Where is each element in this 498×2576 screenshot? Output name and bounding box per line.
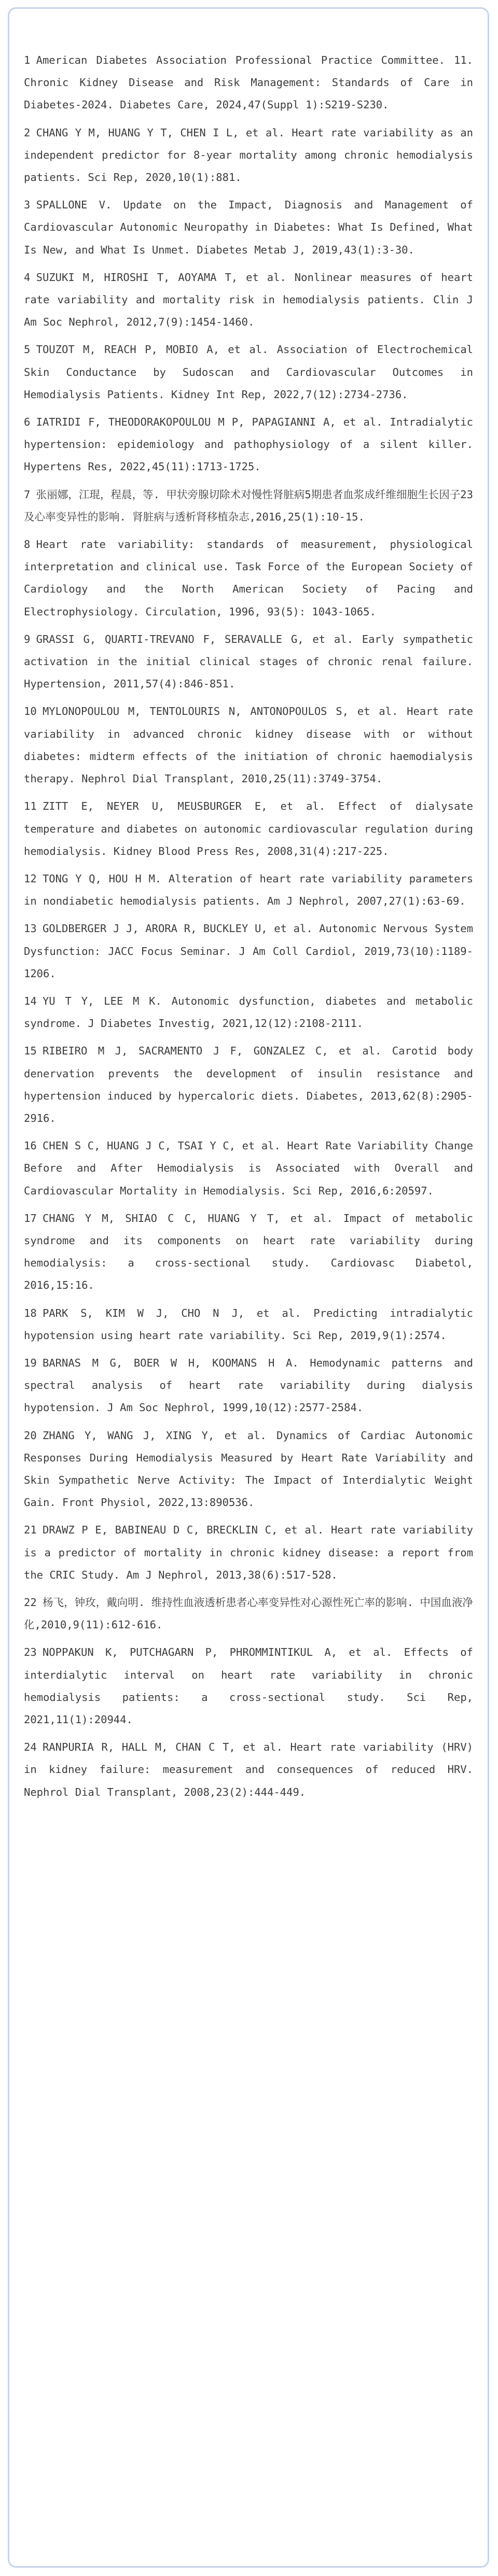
reference-item (24, 795, 473, 863)
reference-item (24, 1302, 473, 1347)
reference-number: 22 (24, 1596, 37, 1609)
reference-text: Heart rate variability: standards of measurement, physiological interpretation and clinical use. Task Force of the European Society of Cardiology and the North American Society of Pacing and Electrophysiology. Circulation, 1996, 93(5): 1043-1065. (24, 538, 473, 618)
reference-item (24, 868, 473, 912)
reference-item (24, 266, 473, 334)
reference-item (24, 533, 473, 623)
reference-number: 24 (24, 1741, 37, 1754)
reference-number: 18 (24, 1306, 37, 1319)
reference-number: 8 (24, 538, 31, 551)
reference-item (24, 484, 473, 528)
reference-text: TONG Y Q, HOU H M. Alteration of heart rate variability parameters in nondiabetic hemodialysis patients. Am J Nephrol, 2007,27(1):63-69. (24, 872, 473, 908)
reference-number: 3 (24, 199, 31, 212)
reference-number: 12 (24, 872, 37, 885)
reference-number: 9 (24, 632, 31, 645)
reference-text: YU T Y, LEE M K. Autonomic dysfunction, diabetes and metabolic syndrome. J Diabetes Investig, 2021,12(12):2108-2111. (24, 994, 473, 1030)
reference-number: 23 (24, 1646, 37, 1659)
reference-text: BARNAS M G, BOER W H, KOOMANS H A. Hemodynamic patterns and spectral analysis of heart rate variability during dialysis hypotension. J Am Soc Nephrol, 1999,10(12):2577-2584. (24, 1356, 473, 1414)
reference-text: SUZUKI M, HIROSHI T, AOYAMA T, et al. Nonlinear measures of heart rate variability and mortality risk in hemodialysis patients. Clin J Am Soc Nephrol, 2012,7(9):1454-1460. (24, 271, 473, 329)
reference-item (24, 628, 473, 696)
reference-text: RIBEIRO M J, SACRAMENTO J F, GONZALEZ C, et al. Carotid body denervation prevents the development of insulin resistance and hypertension induced by hypercaloric diets. Diabetes, 2013,62(8):2905-2916. (24, 1045, 473, 1124)
reference-text: TOUZOT M, REACH P, MOBIO A, et al. Association of Electrochemical Skin Conductance by Sudoscan and Cardiovascular Outcomes in Hemodialysis Patients. Kidney Int Rep, 2022,7(12):2734-2736. (24, 343, 473, 401)
reference-item (24, 1425, 473, 1514)
reference-number: 10 (24, 705, 37, 718)
reference-text: GRASSI G, QUARTI-TREVANO F, SERAVALLE G, et al. Early sympathetic activation in the initial clinical stages of chronic renal failure. Hypertension, 2011,57(4):846-851. (24, 632, 473, 691)
reference-item (24, 1135, 473, 1202)
reference-number: 15 (24, 1045, 37, 1058)
reference-text: American Diabetes Association Professional Practice Committee. 11. Chronic Kidney Disease and Risk Management: Standards of Care in Diabetes-2024. Diabetes Care, 2024,47(Suppl 1):S219-S230. (24, 54, 473, 111)
reference-text: CHANG Y M, HUANG Y T, CHEN I L, et al. Heart rate variability as an independent predictor for 8-year mortality among chronic hemodialysis patients. Sci Rep, 2020,10(1):881. (24, 126, 473, 184)
reference-number: 11 (24, 800, 37, 813)
reference-number: 5 (24, 343, 31, 356)
reference-item (24, 49, 473, 117)
reference-item (24, 1641, 473, 1731)
reference-number: 21 (24, 1524, 37, 1537)
reference-number: 19 (24, 1356, 37, 1369)
reference-item (24, 700, 473, 790)
reference-list (24, 49, 473, 1809)
reference-text: NOPPAKUN K, PUTCHAGARN P, PHROMMINTIKUL A, et al. Effects of interdialytic interval on heart rate variability in chronic hemodialysis patients: a cross-sectional study. Sci Rep, 2021,11(1):20944. (24, 1646, 473, 1726)
reference-number: 14 (24, 994, 37, 1007)
reference-text: CHEN S C, HUANG J C, TSAI Y C, et al. Heart Rate Variability Change Before and After Hemodialysis is Associated with Overall and Cardiovascular Mortality in Hemodialysis. Sci Rep, 2016,6:20597. (24, 1139, 473, 1197)
reference-text: IATRIDI F, THEODORAKOPOULOU M P, PAPAGIANNI A, et al. Intradialytic hypertension: epidemiology and pathophysiology of a silent killer. Hypertens Res, 2022,45(11):1713-1725. (24, 416, 473, 473)
reference-text: 张丽娜，江琨，程晨，等. 甲状旁腺切除术对慢性肾脏病5期患者血浆成纤维细胞生长因子23及心率变异性的影响. 肾脏病与透析肾移植杂志,2016,25(1):10-15. (24, 488, 473, 523)
reference-item (24, 918, 473, 985)
reference-item (24, 1519, 473, 1586)
reference-number: 1 (24, 54, 31, 66)
reference-number: 13 (24, 922, 37, 935)
reference-text: CHANG Y M, SHIAO C C, HUANG Y T, et al. Impact of metabolic syndrome and its components on heart rate variability during hemodialysis: a cross-sectional study. Cardiovasc Diabetol, 2016,15:16. (24, 1212, 473, 1292)
reference-number: 6 (24, 416, 31, 429)
reference-number: 4 (24, 271, 31, 284)
reference-text: ZHANG Y, WANG J, XING Y, et al. Dynamics of Cardiac Autonomic Responses During Hemodialysis Measured by Heart Rate Variability and Skin Sympathetic Nerve Activity: The Impact of Interdialytic Weight Gain. Front Physiol, 2022,13:890536. (24, 1429, 473, 1509)
reference-item (24, 411, 473, 478)
reference-number: 16 (24, 1139, 37, 1152)
reference-item (24, 1207, 473, 1297)
reference-text: PARK S, KIM W J, CHO N J, et al. Predicting intradialytic hypotension using heart rate variability. Sci Rep, 2019,9(1):2574. (24, 1306, 473, 1342)
reference-text: SPALLONE V. Update on the Impact, Diagnosis and Management of Cardiovascular Autonomic Neuropathy in Diabetes: What Is Defined, What Is New, and What Is Unmet. Diabetes Metab J, 2019,43(1):3-30. (24, 199, 473, 256)
reference-text: RANPURIA R, HALL M, CHAN C T, et al. Heart rate variability (HRV) in kidney failure: measurement and consequences of reduced HRV. Nephrol Dial Transplant, 2008,23(2):444-449. (24, 1741, 473, 1798)
reference-text: ZITT E, NEYER U, MEUSBURGER E, et al. Effect of dialysate temperature and diabetes on autonomic cardiovascular regulation during hemodialysis. Kidney Blood Press Res, 2008,31(4):217-225. (24, 800, 473, 857)
reference-item (24, 1736, 473, 1804)
reference-item (24, 194, 473, 261)
reference-number: 17 (24, 1212, 37, 1224)
reference-item (24, 339, 473, 406)
reference-item (24, 1352, 473, 1419)
reference-text: MYLONOPOULOU M, TENTOLOURIS N, ANTONOPOULOS S, et al. Heart rate variability in advanced chronic kidney disease with or without diabetes: midterm effects of the initiation of chronic haemodialysis therapy. Nephrol Dial Transplant, 2010,25(11):3749-3754. (24, 705, 473, 785)
reference-number: 2 (24, 126, 31, 139)
reference-item (24, 990, 473, 1035)
reference-item (24, 1040, 473, 1130)
reference-text: GOLDBERGER J J, ARORA R, BUCKLEY U, et al. Autonomic Nervous System Dysfunction: JACC Focus Seminar. J Am Coll Cardiol, 2019,73(10):1189-1206. (24, 922, 473, 980)
reference-text: 杨飞，钟玫，戴向明. 维持性血液透析患者心率变异性对心源性死亡率的影响. 中国血液净化,2010,9(11):612-616. (24, 1596, 473, 1631)
reference-text: DRAWZ P E, BABINEAU D C, BRECKLIN C, et al. Heart rate variability is a predictor of mortality in chronic kidney disease: a report from the CRIC Study. Am J Nephrol, 2013,38(6):517-528. (24, 1524, 473, 1581)
reference-number: 7 (24, 488, 31, 501)
reference-item (24, 122, 473, 189)
reference-item (24, 1592, 473, 1636)
reference-number: 20 (24, 1429, 37, 1442)
